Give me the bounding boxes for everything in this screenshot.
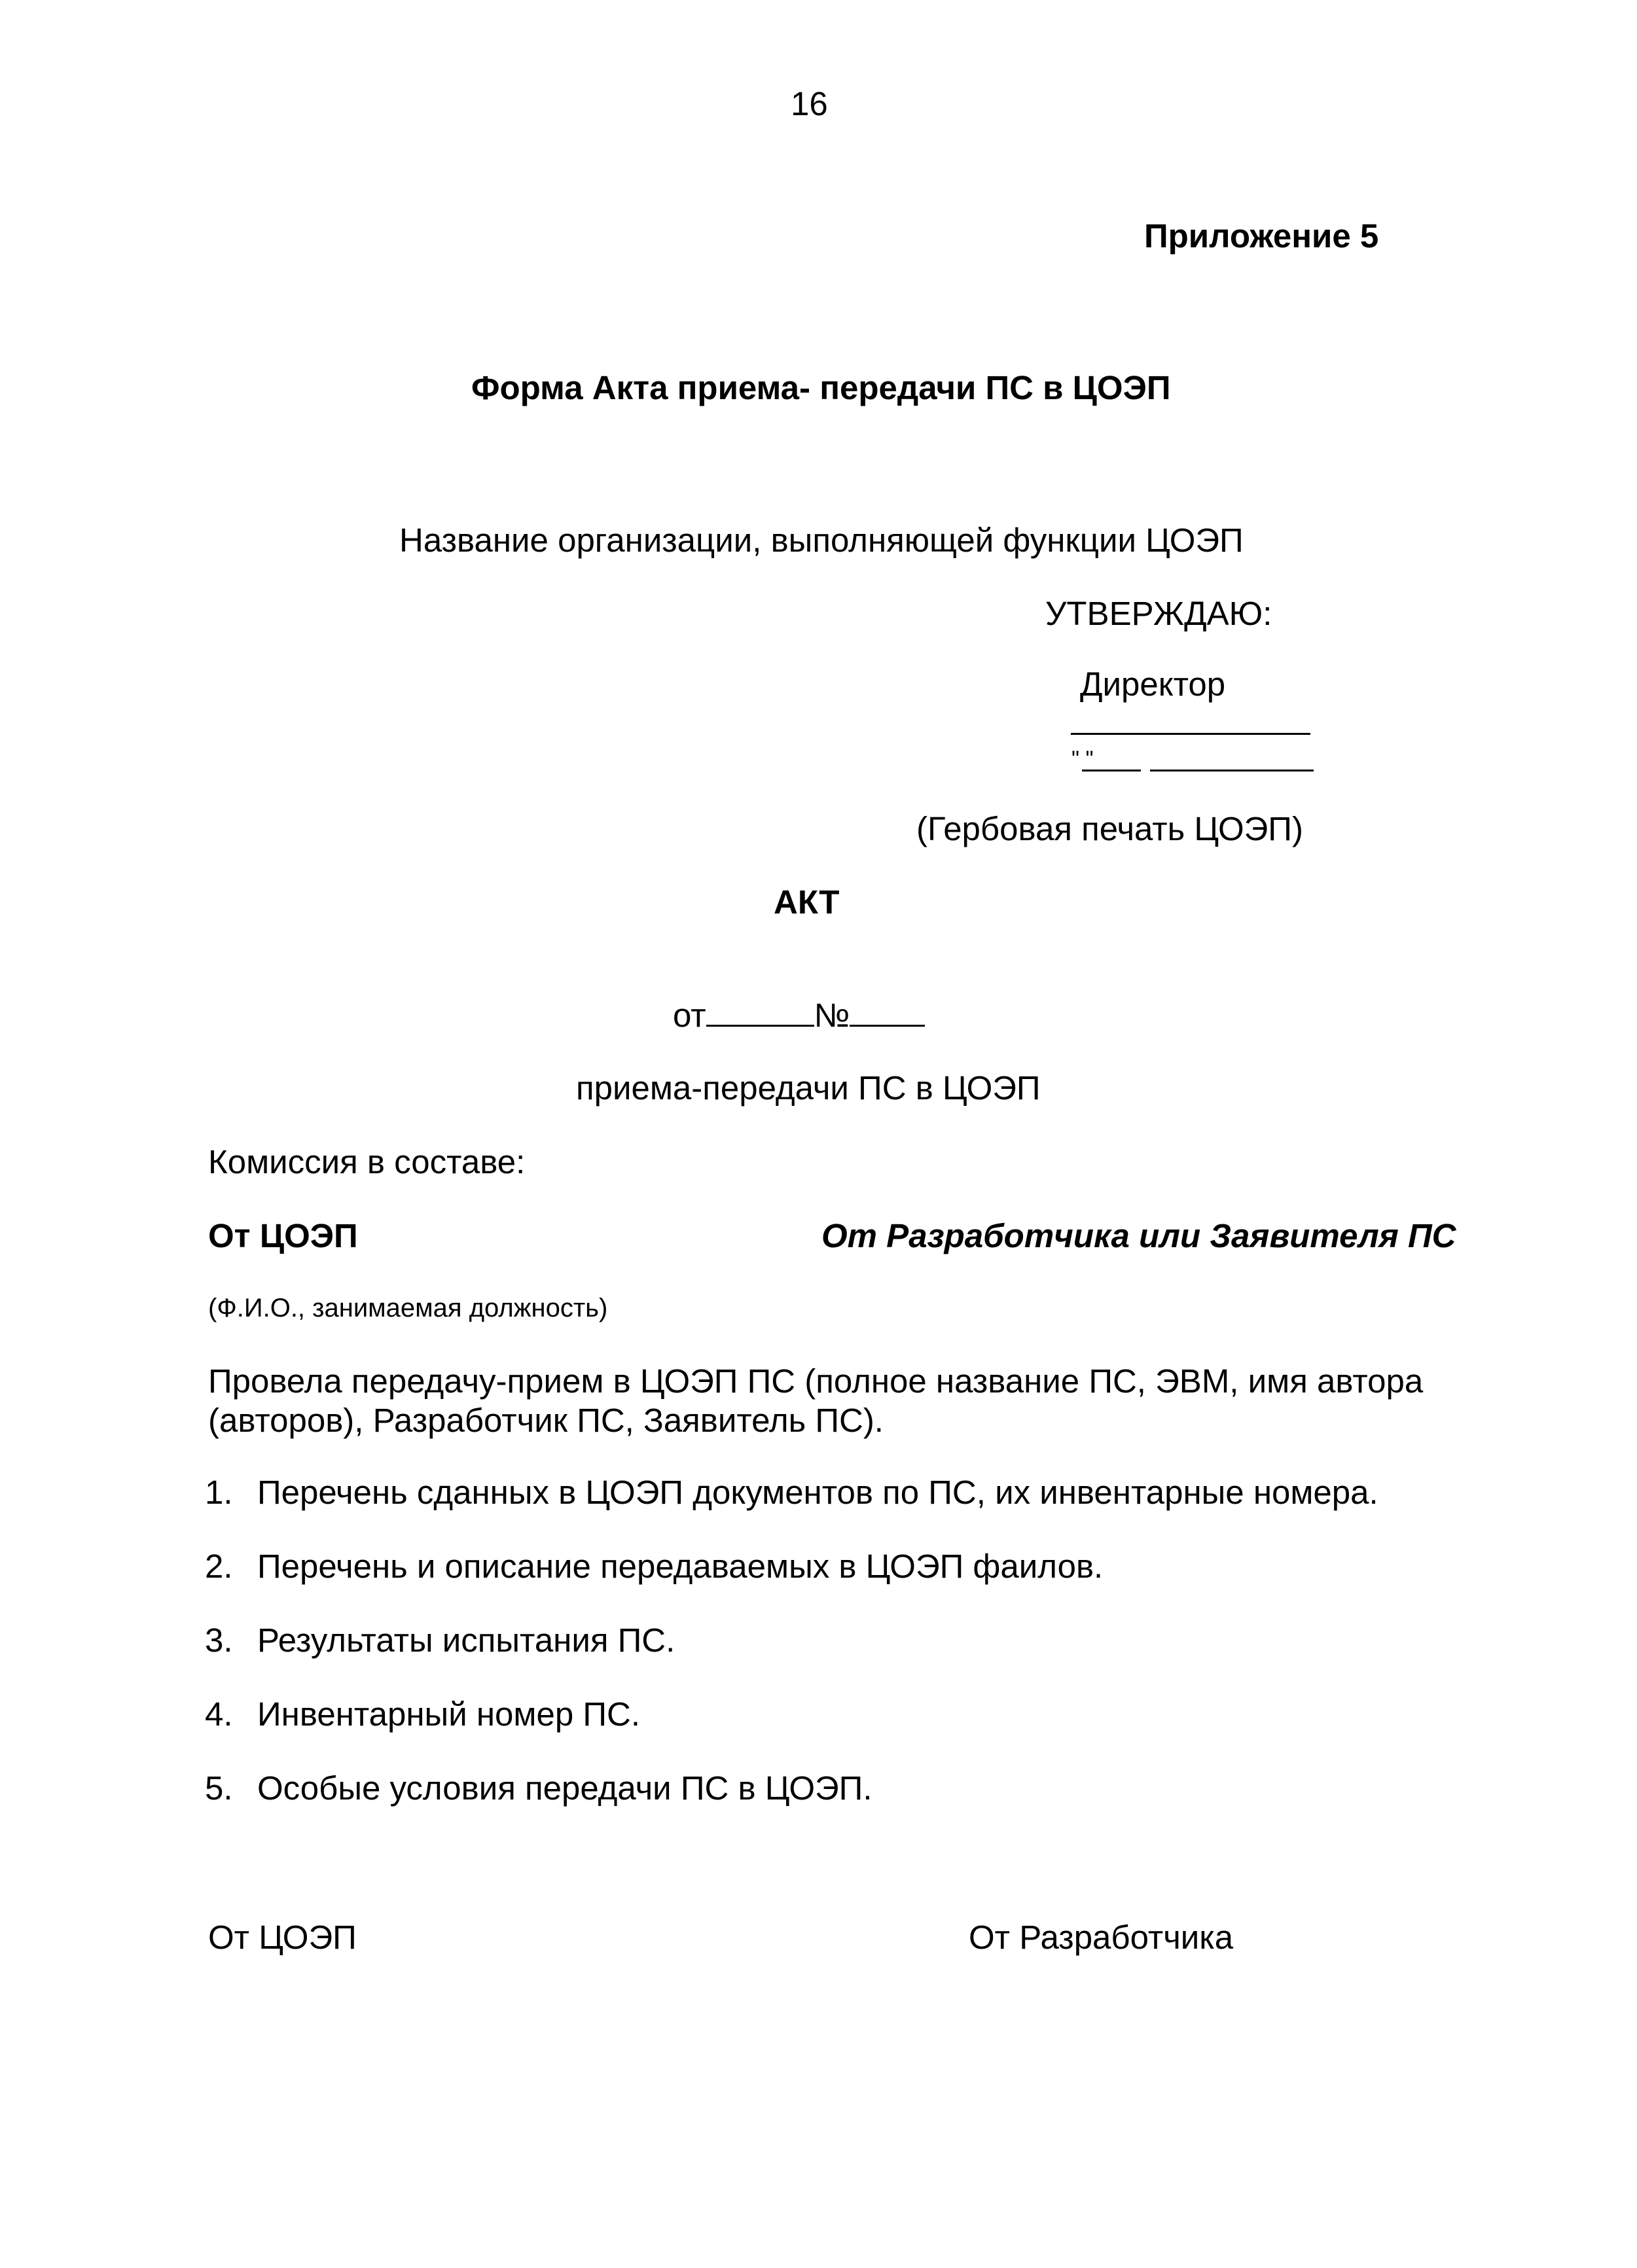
fio-note: (Ф.И.О., занимаемая должность): [208, 1294, 608, 1322]
items-list: [205, 1472, 1378, 1842]
date-month-year-line: [1150, 770, 1314, 771]
date-day-line: [1082, 770, 1141, 771]
act-date-blank: [706, 995, 814, 1027]
seal-note: (Гербовая печать ЦОЭП): [916, 810, 1303, 847]
appendix-label: Приложение 5: [1144, 217, 1379, 255]
act-number-label: №: [814, 996, 850, 1034]
act-number-blank: [850, 995, 925, 1027]
list-item: [205, 1694, 1378, 1768]
list-item-text: Результаты испытания ПС.: [257, 1621, 675, 1659]
list-item-text: Особые условия передачи ПС в ЦОЭП.: [257, 1769, 872, 1807]
commission-label: Комиссия в составе:: [208, 1143, 526, 1180]
act-from-label: от: [673, 996, 706, 1034]
act-subtitle: приема-передачи ПС в ЦОЭП: [576, 1069, 1041, 1107]
list-item-text: Инвентарный номер ПС.: [257, 1695, 641, 1733]
sign-coep-label: От ЦОЭП: [208, 1919, 357, 1956]
list-item-number: 5.: [205, 1769, 233, 1807]
transfer-text-line2: (авторов), Разработчик ПС, Заявитель ПС).: [208, 1402, 884, 1439]
list-item-number: 4.: [205, 1695, 233, 1733]
act-title: АКТ: [774, 883, 840, 921]
list-item-number: 2.: [205, 1548, 233, 1585]
transfer-text-line1: Провела передачу-прием в ЦОЭП ПС (полное название ПС, ЭВМ, имя автора: [208, 1362, 1424, 1400]
list-item: [205, 1546, 1378, 1620]
list-item-number: 1.: [205, 1474, 233, 1511]
approve-label: УТВЕРЖДАЮ:: [1045, 595, 1272, 632]
from-coep-heading: От ЦОЭП: [208, 1217, 358, 1254]
org-name: Название организации, выполняющей функции ЦОЭП: [399, 522, 1244, 559]
list-item-number: 3.: [205, 1621, 233, 1659]
list-item: [205, 1472, 1378, 1546]
director-label: Директор: [1080, 665, 1226, 703]
director-signature-line: [1071, 733, 1310, 735]
date-quote-marks: " ": [1071, 747, 1094, 771]
list-item-text: Перечень и описание передаваемых в ЦОЭП фаилов.: [257, 1548, 1104, 1585]
list-item: [205, 1620, 1378, 1694]
list-item: [205, 1768, 1378, 1842]
page-number: 16: [791, 85, 828, 122]
from-developer-heading: От Разработчика или Заявителя ПС: [821, 1217, 1456, 1254]
list-item-text: Перечень сданных в ЦОЭП документов по ПС, их инвентарные номера.: [257, 1474, 1378, 1511]
sign-developer-label: От Разработчика: [969, 1919, 1234, 1956]
form-title: Форма Акта приема- передачи ПС в ЦОЭП: [471, 369, 1171, 406]
act-number-line: [673, 995, 925, 1035]
